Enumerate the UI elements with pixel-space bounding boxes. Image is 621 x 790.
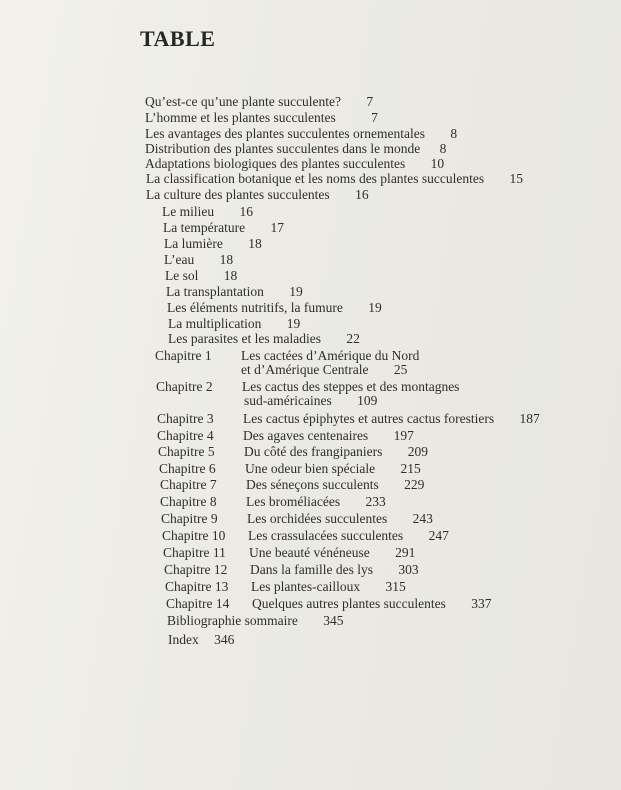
toc-chapter [157,428,414,444]
toc-entry-text: La culture des plantes succulentes [146,187,330,202]
chapter-title-continued: et d’Amérique Centrale [241,362,369,377]
toc-entry-page: 25 [393,362,408,377]
chapter-label: Chapitre 12 [164,562,228,577]
toc-entry-page: 315 [385,579,406,594]
chapter-title: Les plantes-cailloux [251,579,361,594]
toc-entry-text: Adaptations biologiques des plantes succulentes [145,156,406,171]
toc-entry-page: 19 [286,316,301,331]
chapter-title: Les crassulacées succulentes [248,528,404,543]
chapter-title: Dans la famille des lys [250,562,373,577]
chapter-title: Les cactées d’Amérique du Nord [241,348,420,363]
toc-subentry [168,316,300,332]
chapter-label: Chapitre 6 [159,461,216,476]
chapter-label: Chapitre 4 [157,428,214,443]
toc-entry-page: 15 [509,171,524,186]
toc-chapter [160,477,424,493]
toc-entry-page: 10 [430,156,445,171]
toc-subentry [165,268,237,284]
toc-subentry [162,204,253,220]
toc-entry-page: 109 [357,393,378,408]
toc-entry-page: 16 [239,204,253,219]
toc-entry-text: La transplantation [166,284,264,299]
toc-chapter [165,579,406,595]
toc-entry-text: Les éléments nutritifs, la fumure [167,300,343,315]
chapter-label: Chapitre 10 [162,528,226,543]
toc-entry-page: 8 [450,126,458,141]
toc-entry-text: Bibliographie sommaire [167,613,298,628]
chapter-label: Chapitre 3 [157,411,214,426]
chapter-title: Les broméliacées [246,494,341,509]
toc-subentry [168,331,360,347]
page-title: TABLE [140,26,216,51]
toc-entry-text: Le sol [165,268,199,283]
toc-entry [145,94,373,110]
toc-entry-text: Les avantages des plantes succulentes ornementales [145,126,426,141]
chapter-label: Chapitre 13 [165,579,229,594]
toc-entry-page: 16 [355,187,369,202]
toc-entry [145,141,446,157]
toc-entry-text: La température [163,220,246,235]
toc-subentry [164,252,233,268]
chapter-title: Une beauté vénéneuse [249,545,370,560]
toc-entry-page: 18 [223,268,238,283]
toc-entry-page: 229 [404,477,425,492]
toc-entry-page: 187 [519,411,540,426]
chapter-title: Une odeur bien spéciale [245,461,376,476]
chapter-label: Chapitre 5 [158,444,215,459]
toc-subentry [167,300,382,316]
toc-entry-page: 337 [471,596,492,611]
chapter-title: Les orchidées succulentes [247,511,388,526]
toc-entry-page: 197 [393,428,414,443]
toc-entry [145,110,378,126]
toc-entry-page: 345 [323,613,344,628]
toc-entry-page: 22 [346,331,360,346]
toc-chapter [164,562,419,578]
toc-entry-text: La lumière [164,236,223,251]
toc-subentry [166,284,303,300]
toc-chapter [166,596,491,612]
toc-chapter [158,444,428,460]
chapter-label: Chapitre 7 [160,477,217,492]
toc-chapter [157,411,540,427]
chapter-title: Des séneçons succulents [246,477,379,492]
toc-chapter [160,494,386,510]
chapter-title-continued: sud-américaines [244,393,332,408]
toc-entry-page: 19 [289,284,303,299]
chapter-label: Chapitre 14 [166,596,230,611]
toc-subentry [163,220,284,236]
toc-entry-text: La classification botanique et les noms des plantes succulentes [146,171,485,186]
toc-entry [146,171,523,187]
toc-entry-page: 18 [248,236,262,251]
toc-entry-page: 346 [214,632,235,647]
toc-entry-page: 7 [366,94,374,109]
chapter-title: Quelques autres plantes succulentes [252,596,446,611]
toc-chapter [161,511,433,527]
toc-entry [145,126,457,142]
chapter-title: Des agaves centenaires [243,428,369,443]
toc-entry-text: L’eau [164,252,195,267]
toc-chapter-continued [241,362,407,378]
chapter-title: Les cactus épiphytes et autres cactus forestiers [243,411,495,426]
toc-entry [145,156,444,172]
toc-chapter [159,461,421,477]
toc-entry-page: 18 [219,252,234,267]
toc-chapter-continued [244,393,377,409]
toc-chapter [162,528,449,544]
toc-entry-page: 215 [400,461,421,476]
toc-entry-page: 17 [270,220,284,235]
chapter-label: Chapitre 8 [160,494,217,509]
toc-entry-text: Qu’est-ce qu’une plante succulente? [145,94,342,109]
toc-entry-text: Les parasites et les maladies [168,331,321,346]
toc-entry-page: 247 [428,528,449,543]
toc-entry-text: L’homme et les plantes succulentes [145,110,336,125]
toc-entry-page: 233 [365,494,386,509]
chapter-label: Chapitre 2 [156,379,213,394]
chapter-label: Chapitre 11 [163,545,226,560]
toc-entry [146,187,369,203]
toc-entry-page: 19 [368,300,382,315]
toc-entry-text: Index [168,632,199,647]
toc-chapter [163,545,415,561]
toc-entry-page: 7 [371,110,378,125]
toc-entry-page: 291 [395,545,416,560]
toc-entry-bibliography [167,613,343,629]
toc-entry-page: 8 [439,141,447,156]
chapter-title: Les cactus des steppes et des montagnes [242,379,460,394]
chapter-label: Chapitre 1 [155,348,212,363]
toc-entry-page: 303 [398,562,419,577]
toc-entry-index [168,632,234,648]
chapter-label: Chapitre 9 [161,511,218,526]
toc-entry-text: La multiplication [168,316,262,331]
toc-entry-text: Distribution des plantes succulentes dans le monde [145,141,421,156]
toc-entry-text: Le milieu [162,204,215,219]
toc-subentry [164,236,262,252]
chapter-title: Du côté des frangipaniers [244,444,383,459]
toc-entry-page: 243 [412,511,433,526]
toc-entry-page: 209 [407,444,428,459]
